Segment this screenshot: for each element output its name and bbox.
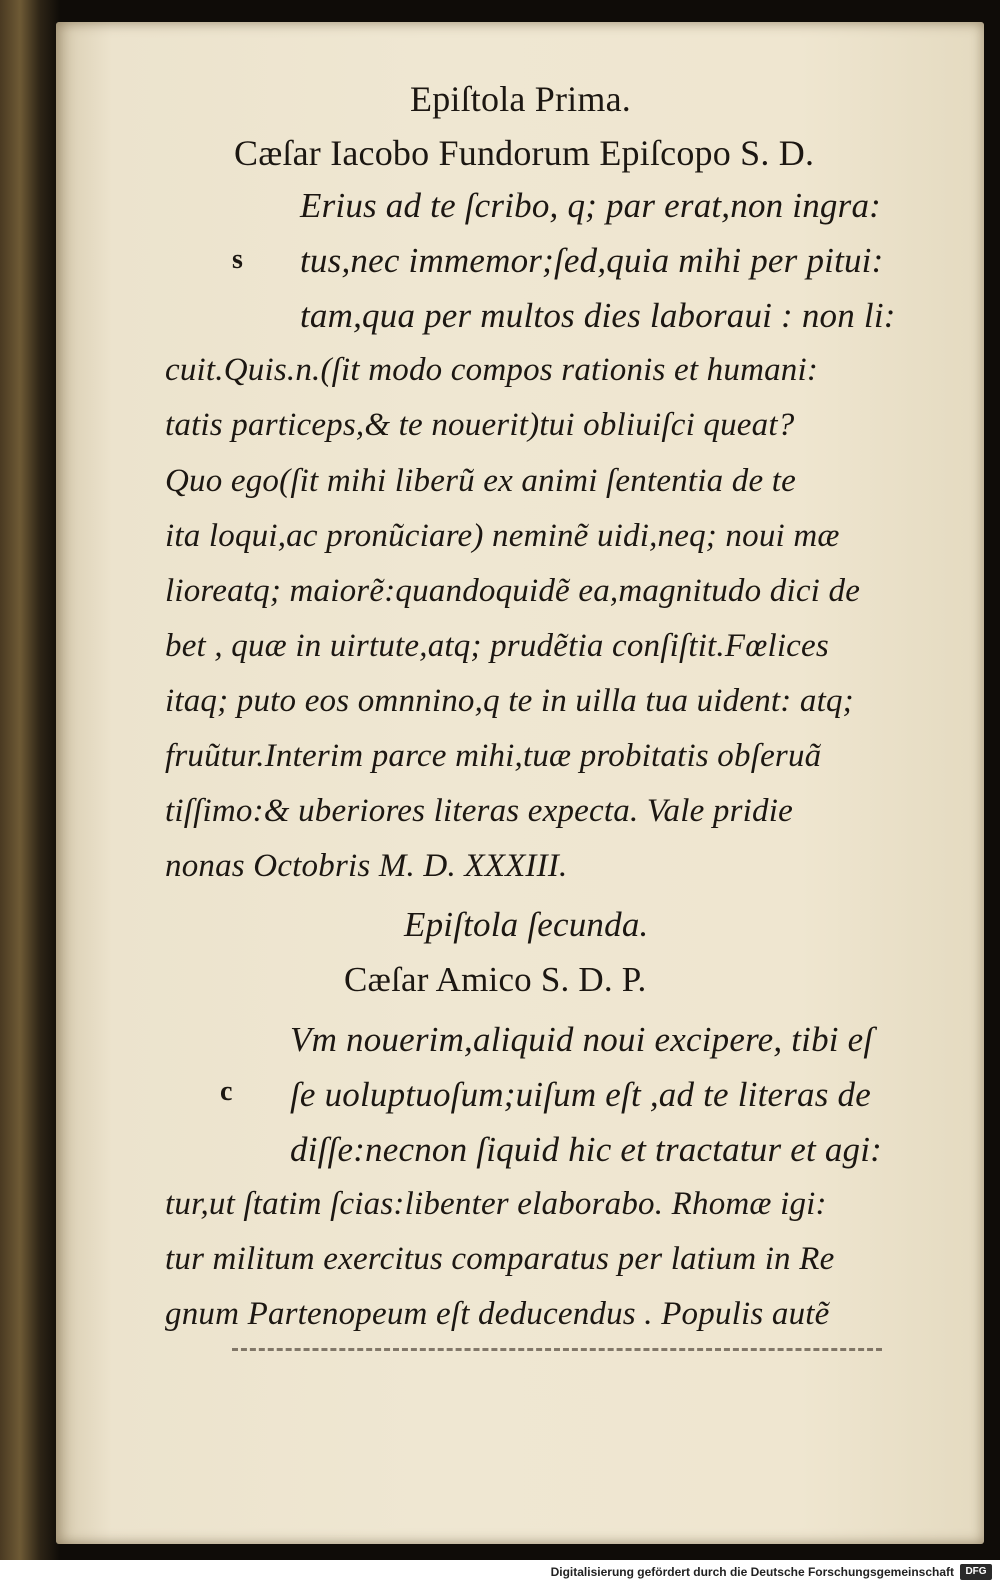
letter1-line: itaq; puto eos omnnino,q te in uilla tua uident: atq; bbox=[165, 683, 854, 719]
letter1-line: tam,qua per multos dies laboraui : non li: bbox=[300, 296, 896, 335]
letter1-line: tiſſimo:& uberiores literas expecta. Vale pridie bbox=[165, 793, 793, 829]
letter1-line: tatis particeps,& te nouerit)tui obliuiſci queat? bbox=[165, 407, 795, 443]
letter1-line: Quo ego(ſit mihi liberũ ex animi ſententia de te bbox=[165, 463, 796, 499]
letter2-line: diſſe:necnon ſiquid hic et tractatur et agi: bbox=[290, 1130, 883, 1169]
letter1-line: lioreatq; maiorẽ:quandoquidẽ ea,magnitudo dici de bbox=[165, 573, 861, 609]
letter1-line: Erius ad te ſcribo, q; par erat,non ingra: bbox=[300, 186, 882, 225]
page-bottom-rule bbox=[232, 1348, 882, 1351]
letter1-heading: Epiſtola Prima. bbox=[410, 79, 631, 119]
letter1-line: bet , quæ in uirtute,atq; prudẽtia conſiſtit.Fœlices bbox=[165, 628, 829, 664]
letter1-salutation: Cæſar Iacobo Fundorum Epiſcopo S. D. bbox=[234, 133, 815, 173]
letter1-line: fruũtur.Interim parce mihi,tuæ probitatis obſeruã bbox=[165, 738, 822, 774]
footer-bar bbox=[0, 1560, 1000, 1586]
letter1-line: cuit.Quis.n.(ſit modo compos rationis et humani: bbox=[165, 352, 819, 388]
footer-credit: Digitalisierung gefördert durch die Deutsche Forschungsgemeinschaft bbox=[550, 1565, 954, 1579]
letter1-drop-initial: s bbox=[232, 244, 243, 275]
letter2-salutation: Cæſar Amico S. D. P. bbox=[344, 960, 647, 999]
letter2-line: tur militum exercitus comparatus per latium in Re bbox=[165, 1241, 835, 1277]
letter2-line: ſe uoluptuoſum;uiſum eſt ,ad te literas de bbox=[290, 1075, 871, 1114]
letter1-line: ita loqui,ac pronũciare) neminẽ uidi,neq; noui mæ bbox=[165, 518, 840, 554]
letter2-line: gnum Partenopeum eſt deducendus . Populis autẽ bbox=[165, 1296, 830, 1332]
letter2-heading: Epiſtola ſecunda. bbox=[404, 905, 649, 944]
letter2-line: tur,ut ſtatim ſcias:libenter elaborabo. Rhomæ igi: bbox=[165, 1186, 827, 1222]
letter2-drop-initial: c bbox=[220, 1076, 233, 1107]
letter2-line: Vm nouerim,aliquid noui excipere, tibi eſ bbox=[290, 1020, 874, 1059]
dfg-logo: DFG bbox=[960, 1564, 992, 1580]
letter1-date-line: nonas Octobris M. D. XXXIII. bbox=[165, 848, 568, 884]
letter1-line: tus,nec immemor;ſed,quia mihi per pitui: bbox=[300, 241, 884, 280]
